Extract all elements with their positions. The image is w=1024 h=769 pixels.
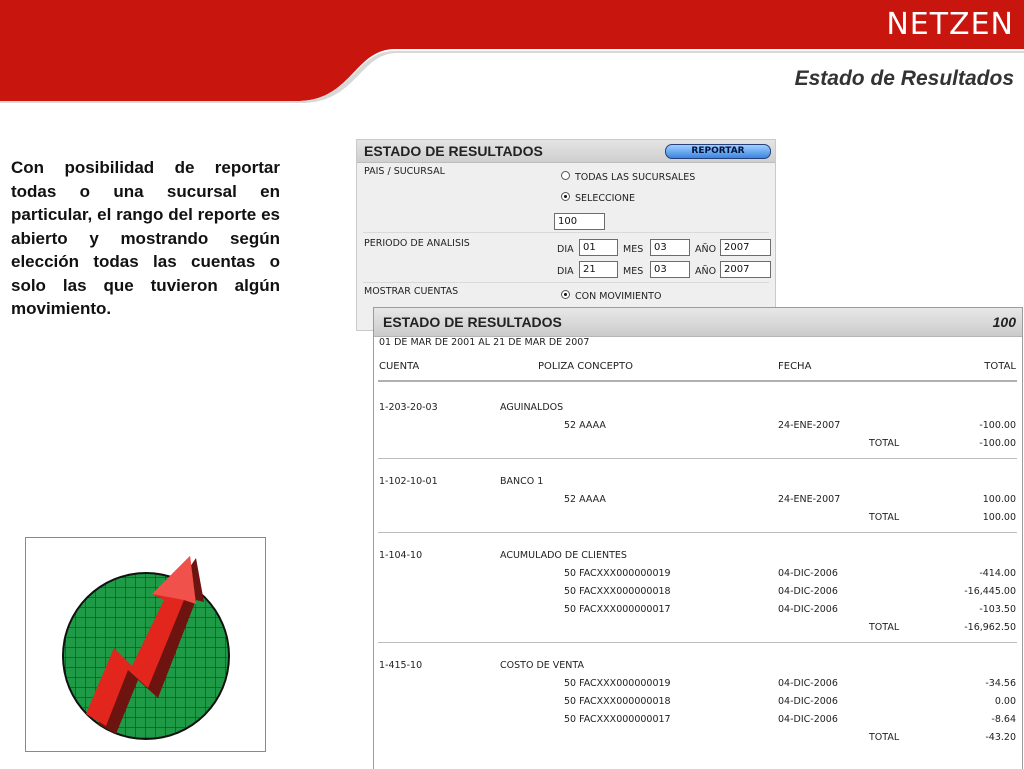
account-name: BANCO 1 (500, 476, 544, 487)
account-total-label: TOTAL (869, 622, 900, 633)
column-header-date: FECHA (778, 361, 812, 372)
header-red-wave (0, 0, 1024, 110)
movement-amount: 0.00 (994, 696, 1016, 707)
account-total-label: TOTAL (869, 512, 900, 523)
from-month-label: MES (623, 244, 644, 255)
accounts-label: MOSTRAR CUENTAS (364, 286, 459, 297)
movement-amount: -34.56 (985, 678, 1016, 689)
policy-concept: 50 FACXXX000000019 (564, 568, 671, 579)
period-label: PERIODO DE ANALISIS (364, 238, 470, 249)
account-code: 1-415-10 (379, 660, 423, 671)
group-divider (378, 642, 1017, 643)
select-branch-label: SELECCIONE (575, 193, 635, 204)
account-code: 1-104-10 (379, 550, 423, 561)
report-branch-number: 100 (992, 314, 1016, 330)
radio-all-branches[interactable] (561, 171, 570, 180)
account-total: 100.00 (982, 512, 1016, 523)
slide-title: Estado de Resultados (794, 67, 1014, 90)
account-total: -43.20 (985, 732, 1016, 743)
from-day-input[interactable] (579, 239, 618, 256)
growth-arrow-icon (26, 538, 265, 751)
report-title: ESTADO DE RESULTADOS (383, 314, 562, 330)
to-day-label: DIA (557, 266, 574, 277)
divider (363, 282, 769, 283)
filter-title-bar (357, 140, 775, 163)
policy-concept: 50 FACXXX000000017 (564, 714, 671, 725)
group-divider (378, 532, 1017, 533)
movement-date: 24-ENE-2007 (778, 494, 841, 505)
branch-input[interactable] (554, 213, 605, 230)
movement-amount: 100.00 (982, 494, 1016, 505)
report-title-bar (374, 308, 1022, 337)
group-divider (378, 458, 1017, 459)
policy-concept: 50 FACXXX000000017 (564, 604, 671, 615)
feature-description: Con posibilidad de reportar todas o una sucursal en particular, el rango del reporte es abierto y mostrando según elección todas las cuentas o solo las que tuvieron algún movimiento. (11, 158, 280, 318)
report-output-window (373, 307, 1023, 769)
policy-concept: 50 FACXXX000000019 (564, 678, 671, 689)
from-year-label: AÑO (695, 244, 717, 255)
movement-date: 04-DIC-2006 (778, 604, 838, 615)
movement-amount: -8.64 (991, 714, 1016, 725)
header-divider (378, 380, 1017, 382)
movement-amount: -100.00 (979, 420, 1016, 431)
account-name: ACUMULADO DE CLIENTES (500, 550, 627, 561)
account-code: 1-102-10-01 (379, 476, 438, 487)
movement-date: 04-DIC-2006 (778, 586, 838, 597)
report-button[interactable]: REPORTAR (665, 144, 771, 159)
account-total-label: TOTAL (869, 732, 900, 743)
radio-select-branch[interactable] (561, 192, 570, 201)
branch-label: PAIS / SUCURSAL (364, 166, 445, 177)
movement-date: 04-DIC-2006 (778, 714, 838, 725)
divider (363, 232, 769, 233)
column-header-concept: POLIZA CONCEPTO (538, 361, 633, 372)
account-total-label: TOTAL (869, 438, 900, 449)
column-header-total: TOTAL (984, 361, 1016, 372)
from-day-label: DIA (557, 244, 574, 255)
brand-logo-text: NETZEN (886, 7, 1014, 42)
column-header-account: CUENTA (379, 361, 420, 372)
policy-concept: 50 FACXXX000000018 (564, 586, 671, 597)
from-year-input[interactable] (720, 239, 771, 256)
movement-amount: -16,445.00 (964, 586, 1016, 597)
policy-concept: 50 FACXXX000000018 (564, 696, 671, 707)
filter-title: ESTADO DE RESULTADOS (364, 143, 543, 159)
account-name: COSTO DE VENTA (500, 660, 584, 671)
movement-date: 04-DIC-2006 (778, 678, 838, 689)
movement-date: 04-DIC-2006 (778, 696, 838, 707)
account-code: 1-203-20-03 (379, 402, 438, 413)
with-movement-label: CON MOVIMIENTO (575, 291, 662, 302)
account-total: -16,962.50 (964, 622, 1016, 633)
policy-concept: 52 AAAA (564, 420, 606, 431)
to-month-input[interactable] (650, 261, 690, 278)
policy-concept: 52 AAAA (564, 494, 606, 505)
from-month-input[interactable] (650, 239, 690, 256)
report-filter-form (356, 139, 776, 331)
all-branches-label: TODAS LAS SUCURSALES (575, 172, 696, 183)
movement-amount: -103.50 (979, 604, 1016, 615)
to-year-label: AÑO (695, 266, 717, 277)
report-date-range: 01 DE MAR DE 2001 AL 21 DE MAR DE 2007 (379, 337, 590, 348)
movement-date: 04-DIC-2006 (778, 568, 838, 579)
radio-with-movement[interactable] (561, 290, 570, 299)
to-day-input[interactable] (579, 261, 618, 278)
growth-chart-logo (25, 537, 266, 752)
account-name: AGUINALDOS (500, 402, 564, 413)
account-total: -100.00 (979, 438, 1016, 449)
to-year-input[interactable] (720, 261, 771, 278)
movement-amount: -414.00 (979, 568, 1016, 579)
movement-date: 24-ENE-2007 (778, 420, 841, 431)
to-month-label: MES (623, 266, 644, 277)
